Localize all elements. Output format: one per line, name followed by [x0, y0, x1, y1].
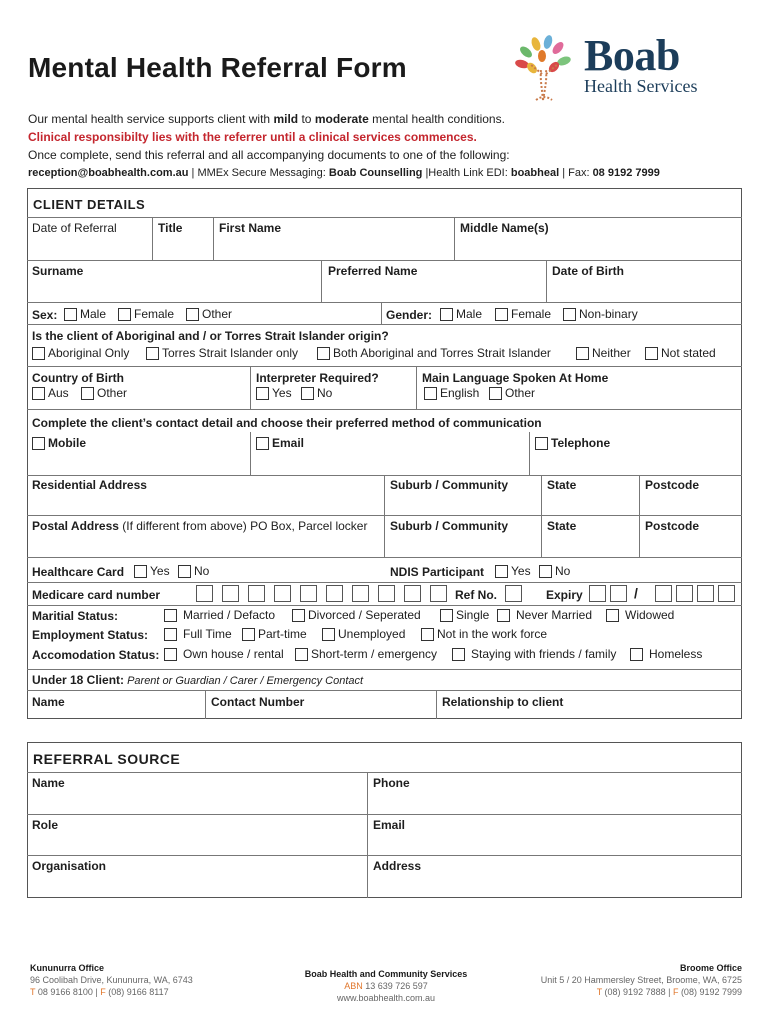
expiry-box-3[interactable]: [655, 585, 672, 602]
healthcare-card-label: Healthcare Card: [32, 565, 125, 579]
sex-female-option[interactable]: Female: [118, 307, 174, 321]
language-other-option[interactable]: Other: [489, 386, 535, 400]
employment-notinwork-option[interactable]: Not in the work force: [421, 627, 547, 641]
expiry-box-2[interactable]: [610, 585, 627, 602]
footer-kununurra: Kununurra Office 96 Coolibah Drive, Kununurra, WA, 6743 T 08 9166 8100 | F (08) 9166 8117: [30, 963, 193, 997]
employment-parttime-option[interactable]: Part-time: [242, 627, 307, 641]
aboriginal-only-checkbox[interactable]: [32, 347, 45, 360]
referrer-phone-label: Phone: [373, 776, 410, 790]
employment-status-label: Employment Status:: [32, 628, 149, 642]
responsibility-notice: Clinical responsibilty lies with the referrer until a clinical services commences.: [28, 130, 477, 144]
ndis-yes-checkbox[interactable]: [495, 565, 508, 578]
gender-male-checkbox[interactable]: [440, 308, 453, 321]
accommodation-homeless-option[interactable]: Homeless: [630, 647, 702, 661]
sex-female-checkbox[interactable]: [118, 308, 131, 321]
tree-logo-icon: [514, 34, 578, 104]
language-english-option[interactable]: English: [424, 386, 479, 400]
marital-divorced-checkbox[interactable]: [292, 609, 305, 622]
employment-notinwork-checkbox[interactable]: [421, 628, 434, 641]
ndis-no-checkbox[interactable]: [539, 565, 552, 578]
expiry-box-5[interactable]: [697, 585, 714, 602]
accommodation-shortterm-checkbox[interactable]: [295, 648, 308, 661]
country-other-checkbox[interactable]: [81, 387, 94, 400]
referrer-address-label: Address: [373, 859, 422, 873]
intro-line-3: Once complete, send this referral and all accompanying documents to one of the following:: [28, 148, 510, 162]
employment-parttime-checkbox[interactable]: [242, 628, 255, 641]
marital-status-label: Maritial Status:: [32, 609, 119, 623]
postal-state-label: State: [547, 519, 577, 533]
country-of-birth-label: Country of Birth: [32, 371, 124, 385]
accommodation-shortterm-option[interactable]: Short-term / emergency: [295, 647, 437, 661]
expiry-box-6[interactable]: [718, 585, 735, 602]
footer-broome: Broome Office Unit 5 / 20 Hammersley Street, Broome, WA, 6725 T (08) 9192 7888 | F (08) 9192 7999: [540, 963, 742, 997]
accommodation-friends-option[interactable]: Staying with friends / family: [452, 647, 616, 661]
contact-method-question: Complete the client’s contact detail and choose their preferred method of communication: [32, 416, 542, 430]
not-stated-checkbox[interactable]: [645, 347, 658, 360]
aboriginal-question: Is the client of Aboriginal and / or Torres Strait Islander origin?: [32, 329, 389, 343]
preferred-name-label: Preferred Name: [328, 264, 418, 278]
both-origin-checkbox[interactable]: [317, 347, 330, 360]
marital-divorced-option[interactable]: Divorced / Seperated: [292, 608, 421, 622]
healthcare-yes-option[interactable]: Yes: [134, 564, 170, 578]
aboriginal-only-option[interactable]: Aboriginal Only: [32, 346, 129, 360]
torres-strait-checkbox[interactable]: [146, 347, 159, 360]
telephone-option[interactable]: Telephone: [535, 436, 610, 450]
postal-suburb-label: Suburb / Community: [390, 519, 508, 533]
telephone-checkbox[interactable]: [535, 437, 548, 450]
medicare-digit-box[interactable]: [430, 585, 447, 602]
ref-no-label: Ref No.: [455, 588, 497, 602]
residential-postcode-label: Postcode: [645, 478, 700, 492]
expiry-slash: /: [634, 585, 638, 601]
healthcare-yes-checkbox[interactable]: [134, 565, 147, 578]
interpreter-yes-option[interactable]: Yes: [256, 386, 292, 400]
marital-widowed-checkbox[interactable]: [606, 609, 619, 622]
medicare-digit-box[interactable]: [404, 585, 421, 602]
country-aus-option[interactable]: Aus: [32, 386, 69, 400]
interpreter-label: Interpreter Required?: [256, 371, 379, 385]
medicare-digit-box[interactable]: [196, 585, 213, 602]
expiry-label: Expiry: [546, 588, 583, 602]
accommodation-own-checkbox[interactable]: [164, 648, 177, 661]
marital-never-option[interactable]: Never Married: [497, 608, 592, 622]
accommodation-own-option[interactable]: Own house / rental: [164, 647, 284, 661]
logo-word: Boab: [584, 31, 680, 80]
ndis-label: NDIS Participant: [390, 565, 485, 579]
medicare-digit-box[interactable]: [352, 585, 369, 602]
language-other-checkbox[interactable]: [489, 387, 502, 400]
residential-suburb-label: Suburb / Community: [390, 478, 508, 492]
ndis-no-option[interactable]: No: [539, 564, 570, 578]
main-language-label: Main Language Spoken At Home: [422, 371, 609, 385]
medicare-digit-box[interactable]: [248, 585, 265, 602]
submission-contacts: reception@boabhealth.com.au | MMEx Secure Messaging: Boab Counselling |Health Link EDI: boabheal | Fax: 08 9192 7999: [28, 167, 660, 179]
surname-label: Surname: [32, 264, 84, 278]
footer-organisation: Boab Health and Community Services ABN 13 639 726 597 www.boabhealth.com.au: [300, 968, 472, 1004]
torres-strait-option[interactable]: Torres Strait Islander only: [146, 346, 298, 360]
marital-married-checkbox[interactable]: [164, 609, 177, 622]
ndis-yes-option[interactable]: Yes: [495, 564, 531, 578]
logo-subtitle: Health Services: [584, 76, 698, 96]
interpreter-yes-checkbox[interactable]: [256, 387, 269, 400]
employment-fulltime-checkbox[interactable]: [164, 628, 177, 641]
residential-address-label: Residential Address: [32, 478, 147, 492]
neither-checkbox[interactable]: [576, 347, 589, 360]
date-of-referral-label: Date of Referral: [32, 221, 117, 235]
gender-male-option[interactable]: Male: [440, 307, 482, 321]
ref-no-box[interactable]: [505, 585, 522, 602]
accommodation-friends-checkbox[interactable]: [452, 648, 465, 661]
country-other-option[interactable]: Other: [81, 386, 127, 400]
interpreter-no-checkbox[interactable]: [301, 387, 314, 400]
gender-label: Gender:: [386, 308, 433, 322]
referrer-email-label: Email: [373, 818, 406, 832]
neither-option[interactable]: Neither: [576, 346, 631, 360]
expiry-box-4[interactable]: [676, 585, 693, 602]
sex-label: Sex:: [32, 308, 58, 322]
residential-state-label: State: [547, 478, 577, 492]
sex-male-option[interactable]: Male: [64, 307, 106, 321]
gender-nonbinary-option[interactable]: Non-binary: [563, 307, 638, 321]
country-aus-checkbox[interactable]: [32, 387, 45, 400]
medicare-label: Medicare card number: [32, 588, 161, 602]
healthcare-no-option[interactable]: No: [178, 564, 209, 578]
expiry-box-1[interactable]: [589, 585, 606, 602]
marital-widowed-option[interactable]: Widowed: [606, 608, 674, 622]
middle-names-label: Middle Name(s): [460, 221, 549, 235]
website-link[interactable]: www.boabhealth.com.au: [336, 993, 436, 1003]
email-option[interactable]: Email: [256, 436, 304, 450]
marital-married-option[interactable]: Married / Defacto: [164, 608, 275, 622]
guardian-name-label: Name: [32, 695, 65, 709]
reception-email[interactable]: reception@boabhealth.com.au: [28, 167, 189, 179]
healthcare-no-checkbox[interactable]: [178, 565, 191, 578]
both-origin-option[interactable]: Both Aboriginal and Torres Strait Islander: [317, 346, 551, 360]
referrer-name-label: Name: [32, 776, 65, 790]
medicare-digit-box[interactable]: [326, 585, 343, 602]
postal-postcode-label: Postcode: [645, 519, 700, 533]
sex-other-option[interactable]: Other: [186, 307, 232, 321]
employment-fulltime-option[interactable]: Full Time: [164, 627, 232, 641]
client-details-title: CLIENT DETAILS: [33, 197, 146, 212]
medicare-digit-box[interactable]: [378, 585, 395, 602]
employment-unemployed-option[interactable]: Unemployed: [322, 627, 405, 641]
mobile-checkbox[interactable]: [32, 437, 45, 450]
gender-female-option[interactable]: Female: [495, 307, 551, 321]
interpreter-no-option[interactable]: No: [301, 386, 332, 400]
employment-unemployed-checkbox[interactable]: [322, 628, 335, 641]
accommodation-homeless-checkbox[interactable]: [630, 648, 643, 661]
gender-nonbinary-checkbox[interactable]: [563, 308, 576, 321]
accommodation-status-label: Accomodation Status:: [32, 648, 160, 662]
marital-single-checkbox[interactable]: [440, 609, 453, 622]
marital-never-checkbox[interactable]: [497, 609, 510, 622]
date-of-birth-label: Date of Birth: [552, 264, 624, 278]
medicare-digit-box[interactable]: [222, 585, 239, 602]
form-title: Mental Health Referral Form: [28, 52, 407, 83]
boab-logo: [514, 31, 744, 104]
first-name-label: First Name: [219, 221, 282, 235]
title-label: Title: [158, 221, 183, 235]
email-checkbox[interactable]: [256, 437, 269, 450]
intro-line-1: Our mental health service supports client with mild to moderate mental health conditions.: [28, 112, 505, 126]
medicare-digit-box[interactable]: [274, 585, 291, 602]
marital-single-option[interactable]: Single: [440, 608, 489, 622]
relationship-label: Relationship to client: [442, 695, 564, 709]
not-stated-option[interactable]: Not stated: [645, 346, 716, 360]
under18-label: Under 18 Client: Parent or Guardian / Carer / Emergency Contact: [32, 673, 364, 687]
intro-text: [28, 110, 748, 182]
referral-source-title: REFERRAL SOURCE: [33, 751, 181, 767]
gender-female-checkbox[interactable]: [495, 308, 508, 321]
sex-other-checkbox[interactable]: [186, 308, 199, 321]
contact-number-label: Contact Number: [211, 695, 305, 709]
referrer-role-label: Role: [32, 818, 59, 832]
medicare-digit-box[interactable]: [300, 585, 317, 602]
postal-address-label: Postal Address (If different from above) PO Box, Parcel locker: [32, 519, 368, 533]
sex-male-checkbox[interactable]: [64, 308, 77, 321]
mobile-option[interactable]: Mobile: [32, 436, 86, 450]
referrer-organisation-label: Organisation: [32, 859, 107, 873]
language-english-checkbox[interactable]: [424, 387, 437, 400]
